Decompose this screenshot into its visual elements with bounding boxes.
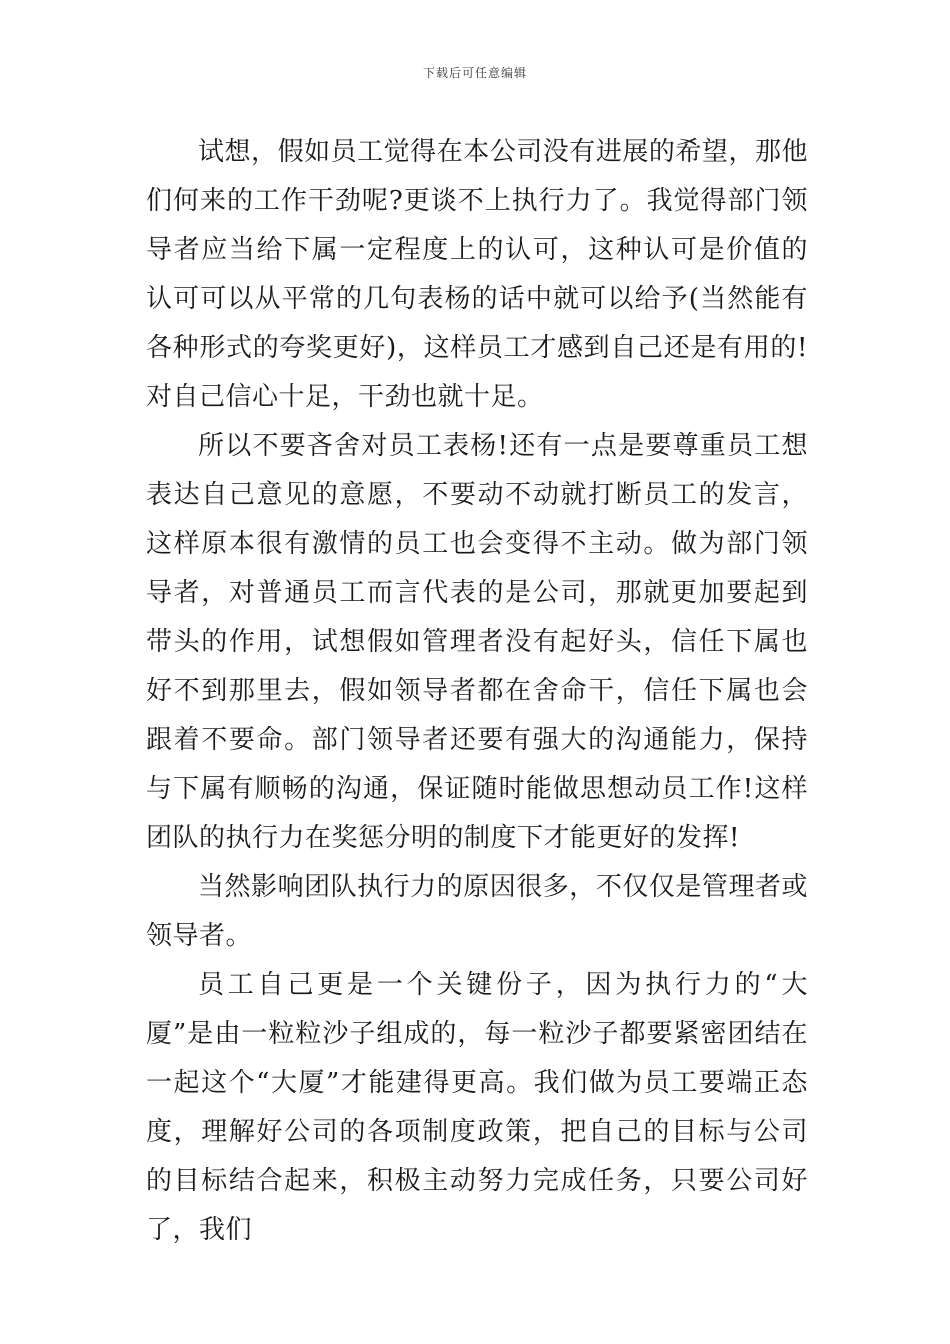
paragraph-1: 试想，假如员工觉得在本公司没有进展的希望，那他们何来的工作干劲呢?更谈不上执行力了。我觉得部门领导者应当给下属一定程度上的认可，这种认可是价值的认可可以从平常的几句表杨的话中就可以给予(当然能有各种形式的夸奖更好)，这样员工才感到自己还是有用的!对自己信心十足，干劲也就十足。 — [146, 137, 808, 412]
paragraph-4: 员工自己更是一个关键份子，因为执行力的“大厦”是由一粒粒沙子组成的，每一粒沙子都要紧密团结在一起这个“大厦”才能建得更高。我们做为员工要端正态度，理解好公司的各项制度政策，把自己的目标与公司的目标结合起来，积极主动努力完成任务，只要公司好了，我们 — [146, 970, 808, 1245]
page-header: 下载后可任意编辑 — [422, 66, 527, 80]
paragraph-3: 当然影响团队执行力的原因很多，不仅仅是管理者或领导者。 — [146, 872, 808, 951]
document-body — [146, 128, 808, 1255]
paragraph-2: 所以不要吝舍对员工表杨!还有一点是要尊重员工想表达自己意见的意愿，不要动不动就打断员工的发言，这样原本很有激情的员工也会变得不主动。做为部门领导者，对普通员工而言代表的是公司，那就更加要起到带头的作用，试想假如管理者没有起好头，信任下属也好不到那里去，假如领导者都在舍命干，信任下属也会跟着不要命。部门领导者还要有强大的沟通能力，保持与下属有顺畅的沟通，保证随时能做思想动员工作!这样团队的执行力在奖惩分明的制度下才能更好的发挥! — [146, 431, 808, 853]
